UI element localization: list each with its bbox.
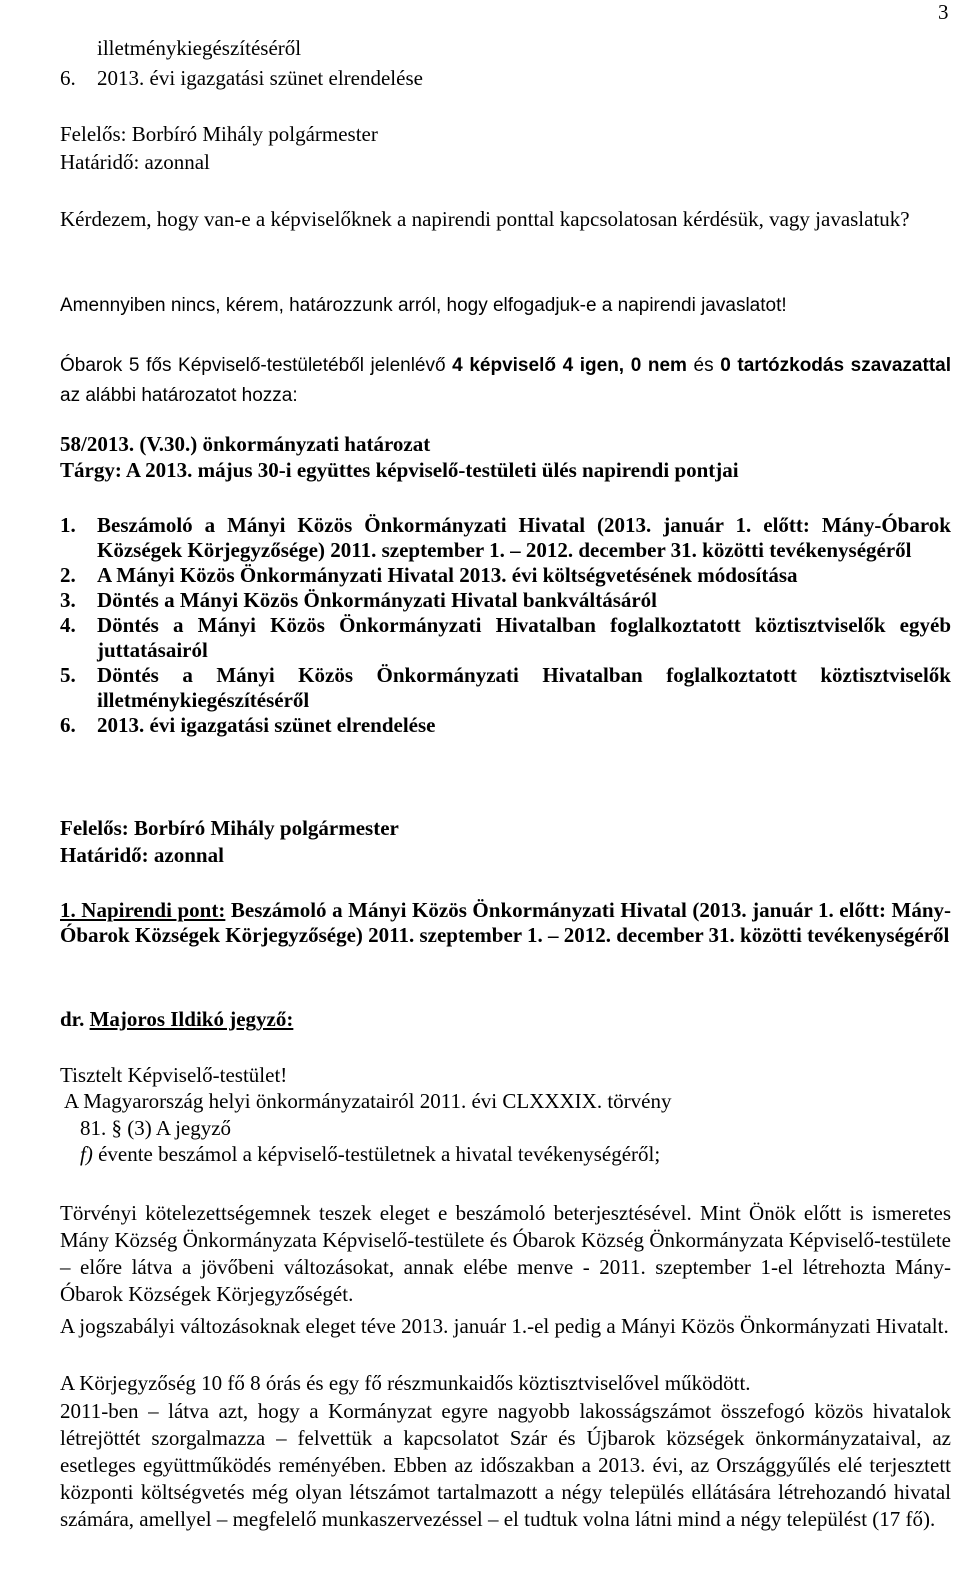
law-item-letter: f): [80, 1142, 93, 1166]
agenda-item-text: 2013. évi igazgatási szünet elrendelése: [97, 66, 423, 90]
vote-count: 4 képviselő 4 igen, 0 nem: [452, 355, 687, 376]
agenda-item-6: [60, 66, 951, 91]
responsible-line: Felelős: Borbíró Mihály polgármester: [60, 122, 378, 146]
list-item: [60, 713, 951, 738]
list-item-number: 1.: [60, 513, 76, 537]
list-item: [60, 513, 951, 563]
list-item: [60, 563, 951, 588]
proposal-sentence: Amennyiben nincs, kérem, határozzunk arról, hogy elfogadjuk-e a napirendi javaslatot!: [60, 295, 787, 316]
agenda-point-title: Beszámoló a Mányi Közös Önkormányzati Hivatal (2013. január 1. előtt: Mány-Óbarok Községek Körjegyzősége) 2011. szeptember 1. – 2012. december 31. közötti tevékenységéről: [60, 898, 951, 947]
law-item-text: évente beszámol a képviselő-testületnek a hivatal tevékenységéről;: [92, 1142, 661, 1166]
list-item-text: 2013. évi igazgatási szünet elrendelése: [97, 713, 436, 737]
law-section: 81. § (3) A jegyző: [80, 1116, 232, 1140]
list-item: [60, 588, 951, 613]
vote-paragraph: [60, 351, 951, 411]
list-item-number: 2.: [60, 563, 76, 587]
list-item-text: Döntés a Mányi Közös Önkormányzati Hivatal bankváltásáról: [97, 588, 658, 612]
question-paragraph: Kérdezem, hogy van-e a képviselőknek a napirendi ponttal kapcsolatosan kérdésük, vagy javaslatuk?: [60, 207, 910, 231]
vote-connector: és: [686, 355, 721, 376]
speaker-line: [60, 1007, 951, 1032]
page-number: 3: [938, 0, 949, 24]
vote-outro: az alábbi határozatot hozza:: [60, 385, 298, 406]
list-item-text: Döntés a Mányi Közös Önkormányzati Hivatalban foglalkoztatott köztisztviselők illetménykiegészítéséről: [97, 663, 951, 712]
body-paragraph: Törvényi kötelezettségemnek teszek eleget e beszámoló beterjesztésével. Mint Önök előtt is ismeretes Mány Község Önkormányzata Képviselő-testülete és Óbarok Község Önkormányzata Képviselő-testülete – előre látva a jövőbeni változásokat, annak elébe menve - 2011. szeptember 1-el létrehozta Mány-Óbarok Községek Körjegyzőségét.: [60, 1201, 951, 1306]
agenda-point-heading: [60, 898, 951, 948]
deadline-line-bold: Határidő: azonnal: [60, 843, 224, 867]
vote-abstain: 0 tartózkodás szavazattal: [720, 355, 951, 376]
agenda-point-label: 1. Napirendi pont:: [60, 898, 226, 922]
agenda-list: [60, 513, 951, 738]
vote-intro: Óbarok 5 fős Képviselő-testületéből jelenlévő: [60, 355, 453, 376]
speaker-name: Majoros Ildikó jegyző:: [89, 1007, 294, 1031]
resolution-number: 58/2013. (V.30.) önkormányzati határozat: [60, 432, 431, 456]
body-paragraph: A Körjegyzőség 10 fő 8 órás és egy fő részmunkaidős köztisztviselővel működött.: [60, 1371, 751, 1395]
list-item: [60, 663, 951, 713]
body-paragraph: A jogszabályi változásoknak eleget téve 2013. január 1.-el pedig a Mányi Közös Önkormányzati Hivatalt.: [60, 1314, 949, 1338]
body-paragraph: 2011-ben – látva azt, hogy a Kormányzat egyre nagyobb lakosságszámot összefogó közös hivatalok létrejöttét szorgalmazza – felvettük a kapcsolatot Szár és Újbarok községek önkormányzataival, az esetleges együttműködés reményében. Ebben az időszakban a 2013. évi, az Országgyűlés elé terjesztett központi költségvetés még olyan létszámot tartalmazott a négy település ellátására létrehozandó hivatal számára, amellyel – megfelelő munkaszervezéssel – el tudtuk volna látni mind a négy települést (17 fő).: [60, 1399, 951, 1531]
list-item-number: 6.: [60, 713, 76, 737]
responsible-line-bold: Felelős: Borbíró Mihály polgármester: [60, 816, 399, 840]
deadline-line: Határidő: azonnal: [60, 150, 210, 174]
law-item: [80, 1142, 960, 1167]
list-item-number: 3.: [60, 588, 76, 612]
agenda-item-number: 6.: [60, 66, 76, 90]
list-item-text: Döntés a Mányi Közös Önkormányzati Hivatalban foglalkoztatott köztisztviselők egyéb juttatásairól: [97, 613, 951, 662]
list-item-number: 4.: [60, 613, 76, 637]
list-item-text: Beszámoló a Mányi Közös Önkormányzati Hivatal (2013. január 1. előtt: Mány-Óbarok Községek Körjegyzősége) 2011. szeptember 1. – 2012. december 31. közötti tevékenységéről: [97, 513, 951, 562]
list-item: [60, 613, 951, 663]
list-item-number: 5.: [60, 663, 76, 687]
speaker-title: dr.: [60, 1007, 90, 1031]
agenda-item-5-continued: illetménykiegészítéséről: [97, 36, 302, 60]
law-title: A Magyarország helyi önkormányzatairól 2011. évi CLXXXIX. törvény: [64, 1089, 672, 1113]
salutation: Tisztelt Képviselő-testület!: [60, 1063, 288, 1087]
list-item-text: A Mányi Közös Önkormányzati Hivatal 2013. évi költségvetésének módosítása: [97, 563, 798, 587]
resolution-subject: Tárgy: A 2013. május 30-i együttes képviselő-testületi ülés napirendi pontjai: [60, 458, 739, 482]
